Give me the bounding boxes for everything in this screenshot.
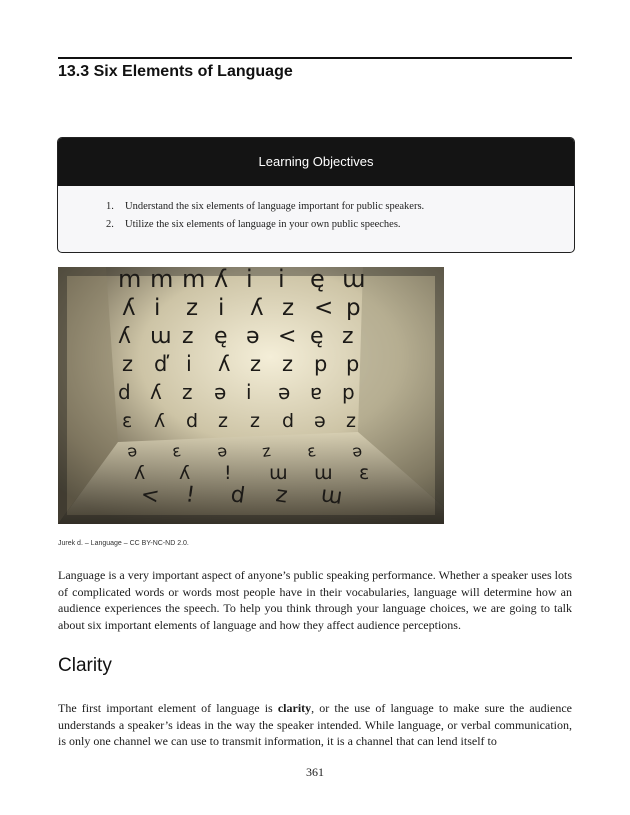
photo-letter: ɛ [122, 410, 133, 432]
photo-letter: i [154, 295, 161, 321]
photo-letter: z [282, 352, 294, 376]
photo-letter: m [118, 267, 142, 293]
photo-letter: ʎ [214, 267, 229, 293]
photo-letter: z [342, 324, 354, 349]
photo-letter: z [346, 410, 356, 432]
photo-letter: i [218, 295, 225, 321]
learning-objectives-heading: Learning Objectives [58, 138, 574, 186]
page-number: 361 [306, 765, 324, 779]
photo-letter: p [346, 295, 361, 321]
clarity-text-after: , or the use of language to make sure the audience understands a speaker’s ideas in the way the speaker intended. While language, or verbal communication, is only one channel we can use to transmit information, it is a channel that can lend itself to [58, 701, 572, 748]
photo-letter: m [182, 267, 206, 293]
photo-letter: z [182, 324, 194, 349]
clarity-paragraph [58, 700, 572, 750]
photo-letter: ʎ [134, 462, 146, 484]
photo-letter: ę [214, 324, 228, 349]
photo-letter: ʎ [250, 295, 264, 321]
photo-letter: m [150, 267, 174, 293]
photo-letter: ʎ [150, 380, 162, 404]
photo-letter: z [218, 410, 228, 432]
photo-letter: z [274, 482, 290, 509]
photo-letter: d [118, 380, 131, 404]
photo-letter: ə [350, 440, 364, 461]
photo-letter: i [246, 380, 252, 404]
photo-letter: ə [246, 324, 260, 349]
photo-letter: z [250, 352, 262, 376]
photo-letter: ə [278, 380, 291, 404]
objective-text: Utilize the six elements of language in your own public speeches. [125, 219, 401, 230]
photo-letter: ə [214, 380, 227, 404]
photo-letter: ę [310, 267, 325, 293]
language-letters-photo [58, 267, 444, 524]
photo-letter: p [314, 352, 328, 376]
photo-letter: ! [184, 482, 197, 509]
photo-letter: ɯ [342, 267, 366, 293]
photo-letter: ɛ [170, 440, 183, 461]
photo-letter: ę [310, 324, 324, 349]
photo-letter: d [282, 410, 295, 432]
learning-objectives-box [57, 137, 575, 253]
photo-letter: ʎ [122, 295, 136, 321]
objective-number: 2. [106, 219, 114, 230]
photo-letter: z [122, 352, 134, 376]
photo-letter: ʎ [118, 324, 132, 349]
photo-letter: ʎ [154, 410, 166, 432]
objectives-list [58, 186, 574, 234]
section-title: 13.3 Six Elements of Language [58, 63, 293, 80]
photo-letter: ɯ [314, 462, 333, 484]
photo-letter: ɐ [310, 380, 323, 404]
photo-letter: p [342, 380, 355, 404]
photo-letter: z [182, 380, 193, 404]
photo-letter: z [260, 440, 272, 461]
photo-letter: ʎ [179, 462, 191, 484]
photo-letter: d [229, 482, 247, 509]
photo-letter: ɯ [319, 482, 344, 510]
clarity-text-before: The first important element of language is [58, 701, 278, 715]
clarity-heading: Clarity [58, 655, 112, 676]
photo-letter: ə [314, 410, 326, 432]
objective-item [58, 198, 574, 216]
photo-letter: ɯ [269, 462, 288, 484]
photo-letter: ɛ [359, 462, 370, 484]
photo-letter: z [282, 295, 295, 321]
top-rule [58, 57, 572, 59]
photo-letter: z [186, 295, 199, 321]
objective-number: 1. [106, 201, 114, 212]
photo-letter: < [278, 324, 297, 349]
photo-letter: < [314, 295, 334, 321]
photo-letter: i [278, 267, 285, 293]
objective-text: Understand the six elements of language important for public speakers. [125, 201, 425, 212]
photo-letter: d [186, 410, 199, 432]
photo-letter: ʎ [218, 352, 231, 376]
photo-letter: i [186, 352, 192, 376]
figure-caption: Jurek d. – Language – CC BY-NC-ND 2.0. [58, 540, 189, 547]
photo-letter: < [139, 482, 161, 510]
clarity-term: clarity [277, 701, 312, 715]
photo-letter: i [246, 267, 253, 293]
photo-letter: p [346, 352, 360, 376]
objective-item [58, 216, 574, 234]
photo-letter: ɯ [150, 324, 172, 349]
photo-letter: ɛ [305, 440, 318, 461]
photo-letter: z [250, 410, 260, 432]
photo-letter: ə [215, 440, 229, 461]
photo-letter: ď [154, 352, 168, 376]
intro-paragraph: Language is a very important aspect of anyone’s public speaking performance. Whether a speaker uses lots of complicated words or words most people have in their vocabularies, language will determine how an audience experiences the speech. To help you think through your language choices, we are going to talk about six important elements of language and how they affect audience perceptions. [58, 568, 572, 632]
photo-letter: ə [125, 440, 139, 461]
photo-letter: ! [224, 462, 232, 484]
